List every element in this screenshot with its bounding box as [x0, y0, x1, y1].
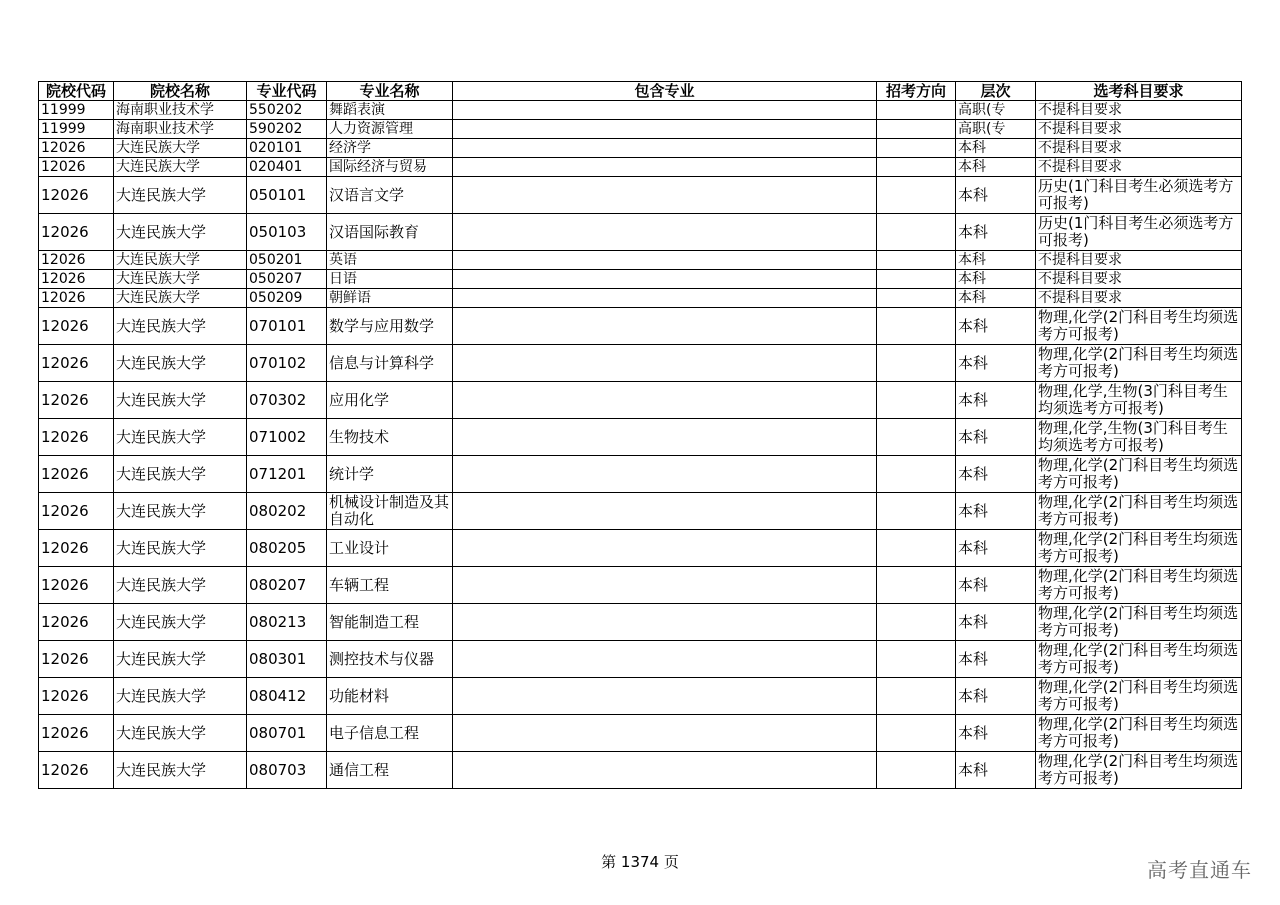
cell-major-code: 080412 [247, 678, 327, 715]
cell-direction [877, 120, 956, 139]
cell-included-majors [453, 456, 877, 493]
cell-school-code: 12026 [39, 493, 114, 530]
cell-school-name: 大连民族大学 [114, 139, 247, 158]
cell-direction [877, 177, 956, 214]
cell-subject-requirement: 物理,化学(2门科目考生均须选考方可报考) [1036, 641, 1242, 678]
cell-major-name: 汉语言文学 [327, 177, 453, 214]
cell-school-name: 海南职业技术学 [114, 120, 247, 139]
cell-subject-requirement: 不提科目要求 [1036, 101, 1242, 120]
cell-school-name: 大连民族大学 [114, 289, 247, 308]
cell-included-majors [453, 101, 877, 120]
cell-school-name: 大连民族大学 [114, 604, 247, 641]
cell-level: 本科 [956, 139, 1036, 158]
cell-major-code: 080202 [247, 493, 327, 530]
cell-included-majors [453, 214, 877, 251]
table-row [39, 101, 1242, 120]
cell-major-name: 日语 [327, 270, 453, 289]
header-level: 层次 [956, 82, 1036, 101]
cell-subject-requirement: 物理,化学(2门科目考生均须选考方可报考) [1036, 530, 1242, 567]
cell-major-name: 经济学 [327, 139, 453, 158]
table-row [39, 382, 1242, 419]
cell-school-code: 12026 [39, 177, 114, 214]
table-row [39, 567, 1242, 604]
cell-included-majors [453, 604, 877, 641]
cell-school-name: 大连民族大学 [114, 678, 247, 715]
cell-level: 本科 [956, 678, 1036, 715]
cell-included-majors [453, 251, 877, 270]
cell-direction [877, 715, 956, 752]
cell-major-code: 050103 [247, 214, 327, 251]
table-row [39, 120, 1242, 139]
watermark: 高考直通车 [1147, 858, 1252, 882]
header-row [39, 82, 1242, 101]
table-row [39, 678, 1242, 715]
cell-school-name: 大连民族大学 [114, 177, 247, 214]
cell-included-majors [453, 139, 877, 158]
cell-major-name: 数学与应用数学 [327, 308, 453, 345]
cell-major-code: 080301 [247, 641, 327, 678]
cell-major-name: 舞蹈表演 [327, 101, 453, 120]
cell-school-code: 12026 [39, 251, 114, 270]
cell-included-majors [453, 678, 877, 715]
cell-subject-requirement: 物理,化学(2门科目考生均须选考方可报考) [1036, 752, 1242, 789]
cell-school-code: 12026 [39, 715, 114, 752]
cell-major-code: 050207 [247, 270, 327, 289]
cell-direction [877, 456, 956, 493]
cell-major-name: 车辆工程 [327, 567, 453, 604]
table-row [39, 641, 1242, 678]
cell-direction [877, 604, 956, 641]
cell-subject-requirement: 不提科目要求 [1036, 158, 1242, 177]
cell-direction [877, 139, 956, 158]
cell-subject-requirement: 历史(1门科目考生必须选考方可报考) [1036, 214, 1242, 251]
cell-subject-requirement: 物理,化学,生物(3门科目考生均须选考方可报考) [1036, 419, 1242, 456]
cell-major-name: 应用化学 [327, 382, 453, 419]
cell-major-code: 590202 [247, 120, 327, 139]
cell-major-name: 通信工程 [327, 752, 453, 789]
cell-school-code: 12026 [39, 530, 114, 567]
cell-subject-requirement: 物理,化学(2门科目考生均须选考方可报考) [1036, 604, 1242, 641]
cell-direction [877, 493, 956, 530]
cell-school-code: 12026 [39, 382, 114, 419]
cell-major-code: 080703 [247, 752, 327, 789]
cell-major-code: 050209 [247, 289, 327, 308]
cell-major-name: 统计学 [327, 456, 453, 493]
cell-level: 本科 [956, 308, 1036, 345]
cell-direction [877, 270, 956, 289]
cell-major-name: 国际经济与贸易 [327, 158, 453, 177]
cell-level: 本科 [956, 382, 1036, 419]
cell-direction [877, 530, 956, 567]
table-row [39, 251, 1242, 270]
cell-major-name: 生物技术 [327, 419, 453, 456]
cell-direction [877, 752, 956, 789]
table-row [39, 419, 1242, 456]
cell-school-code: 11999 [39, 101, 114, 120]
table-row [39, 604, 1242, 641]
header-direction: 招考方向 [877, 82, 956, 101]
cell-direction [877, 289, 956, 308]
cell-level: 本科 [956, 419, 1036, 456]
cell-subject-requirement: 历史(1门科目考生必须选考方可报考) [1036, 177, 1242, 214]
cell-major-name: 英语 [327, 251, 453, 270]
cell-level: 本科 [956, 752, 1036, 789]
cell-subject-requirement: 不提科目要求 [1036, 120, 1242, 139]
cell-direction [877, 251, 956, 270]
cell-subject-requirement: 物理,化学,生物(3门科目考生均须选考方可报考) [1036, 382, 1242, 419]
cell-school-name: 大连民族大学 [114, 270, 247, 289]
table-row [39, 139, 1242, 158]
cell-school-code: 12026 [39, 604, 114, 641]
cell-subject-requirement: 物理,化学(2门科目考生均须选考方可报考) [1036, 715, 1242, 752]
cell-subject-requirement: 物理,化学(2门科目考生均须选考方可报考) [1036, 308, 1242, 345]
cell-direction [877, 567, 956, 604]
cell-level: 本科 [956, 289, 1036, 308]
cell-direction [877, 345, 956, 382]
cell-level: 本科 [956, 641, 1036, 678]
cell-included-majors [453, 158, 877, 177]
cell-school-code: 12026 [39, 289, 114, 308]
cell-major-name: 智能制造工程 [327, 604, 453, 641]
header-major-code: 专业代码 [247, 82, 327, 101]
cell-major-code: 020101 [247, 139, 327, 158]
cell-level: 本科 [956, 345, 1036, 382]
table-row [39, 715, 1242, 752]
cell-school-name: 大连民族大学 [114, 158, 247, 177]
cell-school-code: 11999 [39, 120, 114, 139]
cell-included-majors [453, 641, 877, 678]
cell-subject-requirement: 物理,化学(2门科目考生均须选考方可报考) [1036, 456, 1242, 493]
cell-included-majors [453, 567, 877, 604]
header-school-code: 院校代码 [39, 82, 114, 101]
cell-school-name: 大连民族大学 [114, 419, 247, 456]
cell-level: 本科 [956, 604, 1036, 641]
cell-major-name: 信息与计算科学 [327, 345, 453, 382]
cell-school-code: 12026 [39, 567, 114, 604]
table-body [39, 101, 1242, 789]
header-school-name: 院校名称 [114, 82, 247, 101]
cell-school-name: 大连民族大学 [114, 251, 247, 270]
cell-school-name: 大连民族大学 [114, 641, 247, 678]
cell-included-majors [453, 530, 877, 567]
cell-school-name: 大连民族大学 [114, 382, 247, 419]
cell-direction [877, 214, 956, 251]
cell-major-code: 070102 [247, 345, 327, 382]
cell-included-majors [453, 345, 877, 382]
cell-major-code: 071201 [247, 456, 327, 493]
table-header [39, 82, 1242, 101]
table-row [39, 270, 1242, 289]
cell-level: 本科 [956, 214, 1036, 251]
cell-school-name: 大连民族大学 [114, 456, 247, 493]
cell-major-code: 071002 [247, 419, 327, 456]
cell-major-code: 550202 [247, 101, 327, 120]
cell-school-code: 12026 [39, 139, 114, 158]
cell-school-code: 12026 [39, 345, 114, 382]
cell-major-code: 070302 [247, 382, 327, 419]
cell-major-name: 测控技术与仪器 [327, 641, 453, 678]
table-row [39, 177, 1242, 214]
cell-direction [877, 101, 956, 120]
table-row [39, 345, 1242, 382]
cell-major-name: 人力资源管理 [327, 120, 453, 139]
cell-school-code: 12026 [39, 419, 114, 456]
admission-table [38, 81, 1242, 789]
table-row [39, 752, 1242, 789]
cell-included-majors [453, 308, 877, 345]
cell-subject-requirement: 不提科目要求 [1036, 251, 1242, 270]
table-row [39, 214, 1242, 251]
cell-school-name: 大连民族大学 [114, 345, 247, 382]
cell-school-code: 12026 [39, 158, 114, 177]
table-row [39, 530, 1242, 567]
cell-school-name: 大连民族大学 [114, 214, 247, 251]
cell-level: 本科 [956, 251, 1036, 270]
cell-major-code: 080205 [247, 530, 327, 567]
cell-major-code: 080207 [247, 567, 327, 604]
cell-level: 本科 [956, 530, 1036, 567]
cell-subject-requirement: 物理,化学(2门科目考生均须选考方可报考) [1036, 345, 1242, 382]
cell-level: 本科 [956, 177, 1036, 214]
cell-school-code: 12026 [39, 678, 114, 715]
cell-direction [877, 641, 956, 678]
cell-subject-requirement: 物理,化学(2门科目考生均须选考方可报考) [1036, 567, 1242, 604]
cell-school-name: 大连民族大学 [114, 715, 247, 752]
cell-direction [877, 419, 956, 456]
header-subject-requirement: 选考科目要求 [1036, 82, 1242, 101]
cell-subject-requirement: 物理,化学(2门科目考生均须选考方可报考) [1036, 678, 1242, 715]
cell-major-name: 汉语国际教育 [327, 214, 453, 251]
cell-school-name: 海南职业技术学 [114, 101, 247, 120]
page-number: 第 1374 页 [601, 853, 679, 871]
cell-school-name: 大连民族大学 [114, 567, 247, 604]
cell-major-name: 朝鲜语 [327, 289, 453, 308]
cell-level: 高职(专 [956, 101, 1036, 120]
cell-direction [877, 382, 956, 419]
cell-included-majors [453, 715, 877, 752]
cell-school-name: 大连民族大学 [114, 493, 247, 530]
cell-school-code: 12026 [39, 752, 114, 789]
cell-major-name: 工业设计 [327, 530, 453, 567]
cell-direction [877, 678, 956, 715]
cell-level: 本科 [956, 567, 1036, 604]
table-row [39, 456, 1242, 493]
table-row [39, 289, 1242, 308]
cell-level: 高职(专 [956, 120, 1036, 139]
cell-major-name: 电子信息工程 [327, 715, 453, 752]
header-major-name: 专业名称 [327, 82, 453, 101]
cell-included-majors [453, 419, 877, 456]
cell-subject-requirement: 物理,化学(2门科目考生均须选考方可报考) [1036, 493, 1242, 530]
cell-school-name: 大连民族大学 [114, 308, 247, 345]
cell-major-code: 070101 [247, 308, 327, 345]
cell-subject-requirement: 不提科目要求 [1036, 270, 1242, 289]
cell-school-code: 12026 [39, 214, 114, 251]
cell-major-code: 020401 [247, 158, 327, 177]
cell-level: 本科 [956, 715, 1036, 752]
header-included-majors: 包含专业 [453, 82, 877, 101]
cell-level: 本科 [956, 493, 1036, 530]
cell-major-code: 050201 [247, 251, 327, 270]
cell-major-code: 050101 [247, 177, 327, 214]
table-row [39, 158, 1242, 177]
cell-school-code: 12026 [39, 308, 114, 345]
cell-major-name: 机械设计制造及其自动化 [327, 493, 453, 530]
cell-included-majors [453, 289, 877, 308]
cell-included-majors [453, 382, 877, 419]
cell-major-name: 功能材料 [327, 678, 453, 715]
cell-subject-requirement: 不提科目要求 [1036, 139, 1242, 158]
cell-level: 本科 [956, 270, 1036, 289]
table-row [39, 308, 1242, 345]
table-row [39, 493, 1242, 530]
cell-school-code: 12026 [39, 641, 114, 678]
cell-subject-requirement: 不提科目要求 [1036, 289, 1242, 308]
cell-school-name: 大连民族大学 [114, 530, 247, 567]
cell-included-majors [453, 177, 877, 214]
cell-school-code: 12026 [39, 270, 114, 289]
cell-included-majors [453, 120, 877, 139]
cell-major-code: 080701 [247, 715, 327, 752]
cell-direction [877, 158, 956, 177]
cell-major-code: 080213 [247, 604, 327, 641]
cell-school-code: 12026 [39, 456, 114, 493]
cell-level: 本科 [956, 456, 1036, 493]
cell-school-name: 大连民族大学 [114, 752, 247, 789]
cell-level: 本科 [956, 158, 1036, 177]
cell-included-majors [453, 493, 877, 530]
cell-included-majors [453, 270, 877, 289]
cell-direction [877, 308, 956, 345]
cell-included-majors [453, 752, 877, 789]
